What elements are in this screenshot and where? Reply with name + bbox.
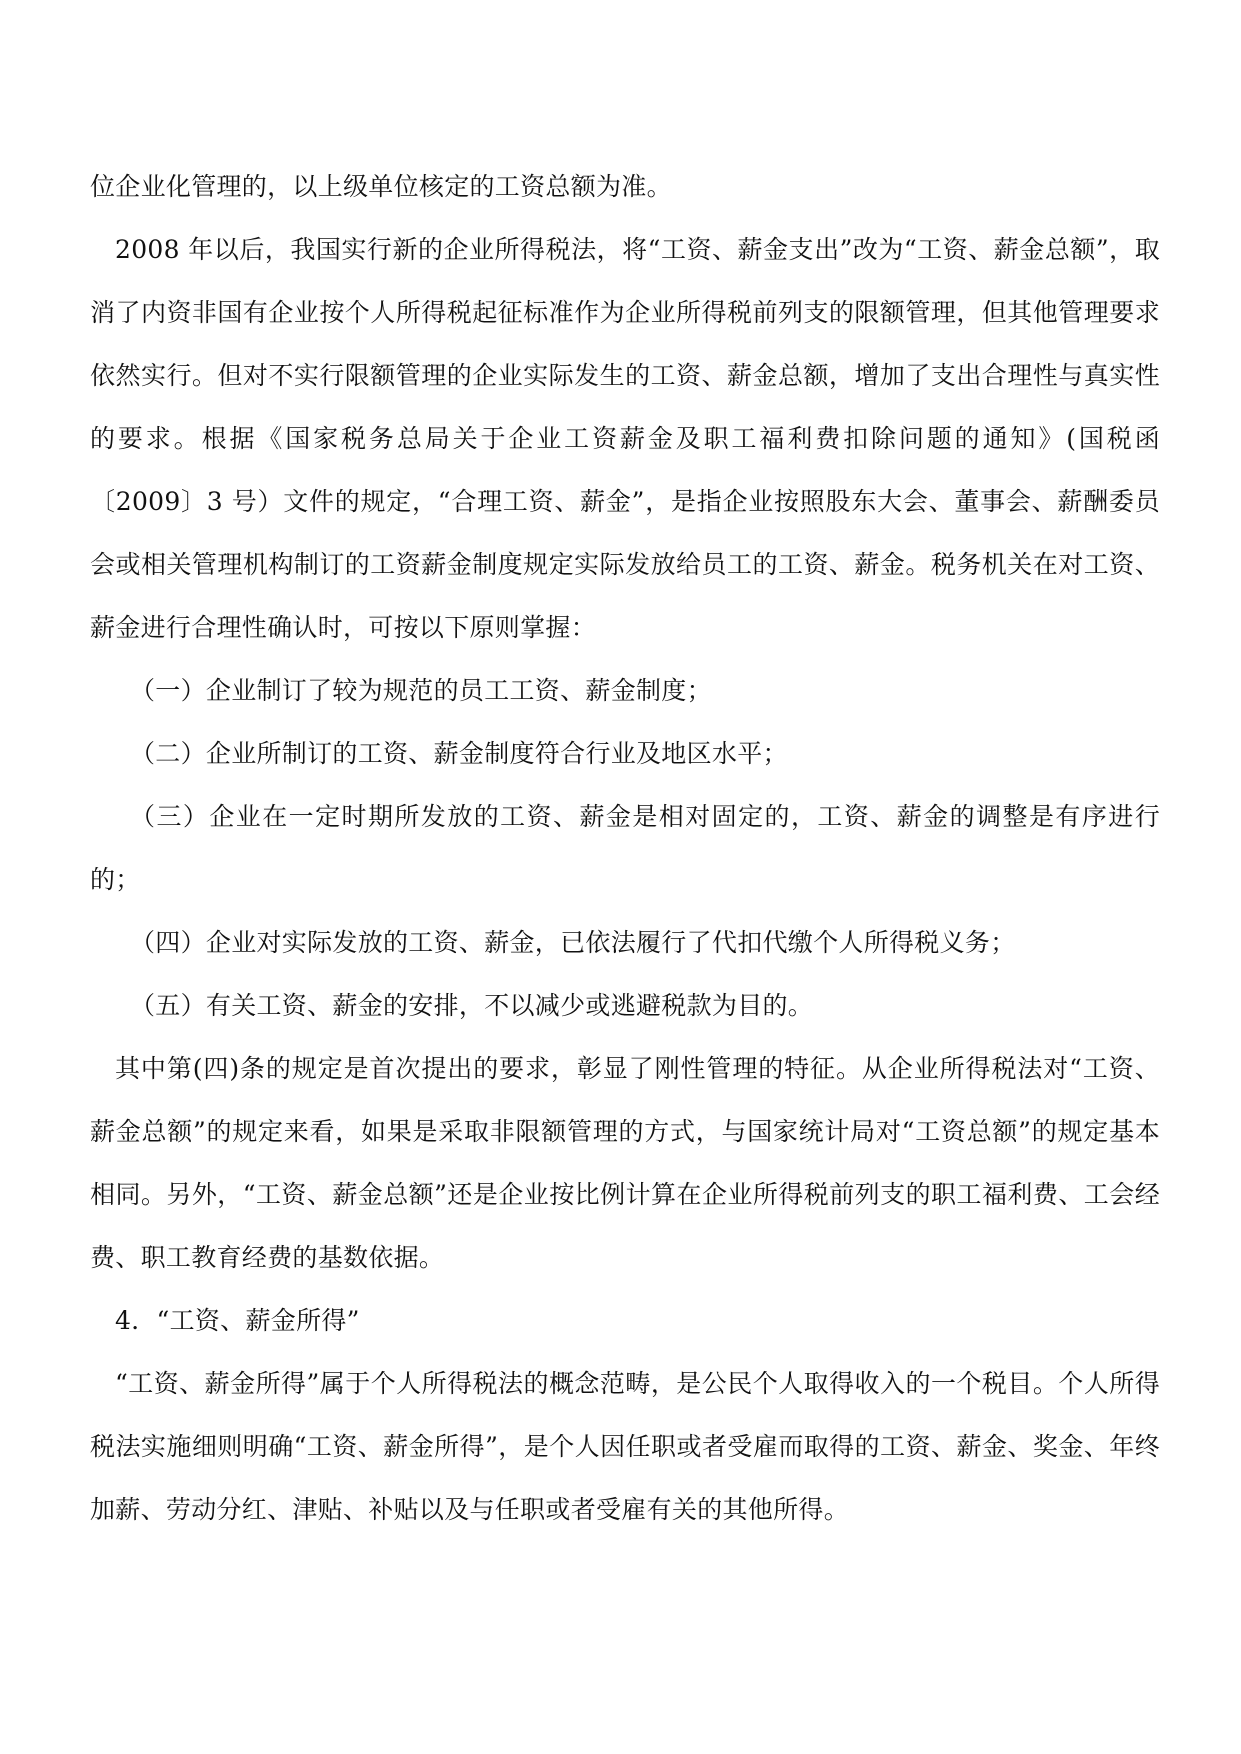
section-heading-wage-income: 4．“工资、薪金所得” [115, 1306, 360, 1335]
list-item-principle-5: （五）有关工资、薪金的安排，不以减少或逃避税款为目的。 [130, 991, 814, 1020]
list-item-principle-2: （二）企业所制订的工资、薪金制度符合行业及地区水平； [130, 739, 788, 768]
paragraph-continuation: 位企业化管理的，以上级单位核定的工资总额为准。 [90, 172, 672, 201]
paragraph-article-four-note: 其中第(四)条的规定是首次提出的要求，彰显了刚性管理的特征。从企业所得税法对“工资、薪金总额”的规定来看，如果是采取非限额管理的方式，与国家统计局对“工资总额”的规定基本相同。另外，“工资、薪金总额”还是企业按比例计算在企业所得税前列支的职工福利费、工会经费、职工教育经费的基数依据。 [90, 1054, 1160, 1272]
paragraph-2008-tax-law: 2008 年以后，我国实行新的企业所得税法，将“工资、薪金支出”改为“工资、薪金总额”，取消了内资非国有企业按个人所得税起征标准作为企业所得税前列支的限额管理，但其他管理要求依然实行。但对不实行限额管理的企业实际发生的工资、薪金总额，增加了支出合理性与真实性的要求。根据《国家税务总局关于企业工资薪金及职工福利费扣除问题的通知》(国税函〔2009〕3 号）文件的规定，“合理工资、薪金”，是指企业按照股东大会、董事会、薪酬委员会或相关管理机构制订的工资薪金制度规定实际发放给员工的工资、薪金。税务机关在对工资、薪金进行合理性确认时，可按以下原则掌握： [90, 235, 1160, 642]
document-body [90, 155, 1160, 1541]
list-item-principle-3: （三）企业在一定时期所发放的工资、薪金是相对固定的，工资、薪金的调整是有序进行的； [90, 802, 1160, 894]
list-item-principle-1: （一）企业制订了较为规范的员工工资、薪金制度； [130, 676, 712, 705]
paragraph-wage-income-definition: “工资、薪金所得”属于个人所得税法的概念范畴，是公民个人取得收入的一个税目。个人所得税法实施细则明确“工资、薪金所得”，是个人因任职或者受雇而取得的工资、薪金、奖金、年终加薪、劳动分红、津贴、补贴以及与任职或者受雇有关的其他所得。 [90, 1369, 1160, 1524]
list-item-principle-4: （四）企业对实际发放的工资、薪金，已依法履行了代扣代缴个人所得税义务； [130, 928, 1016, 957]
